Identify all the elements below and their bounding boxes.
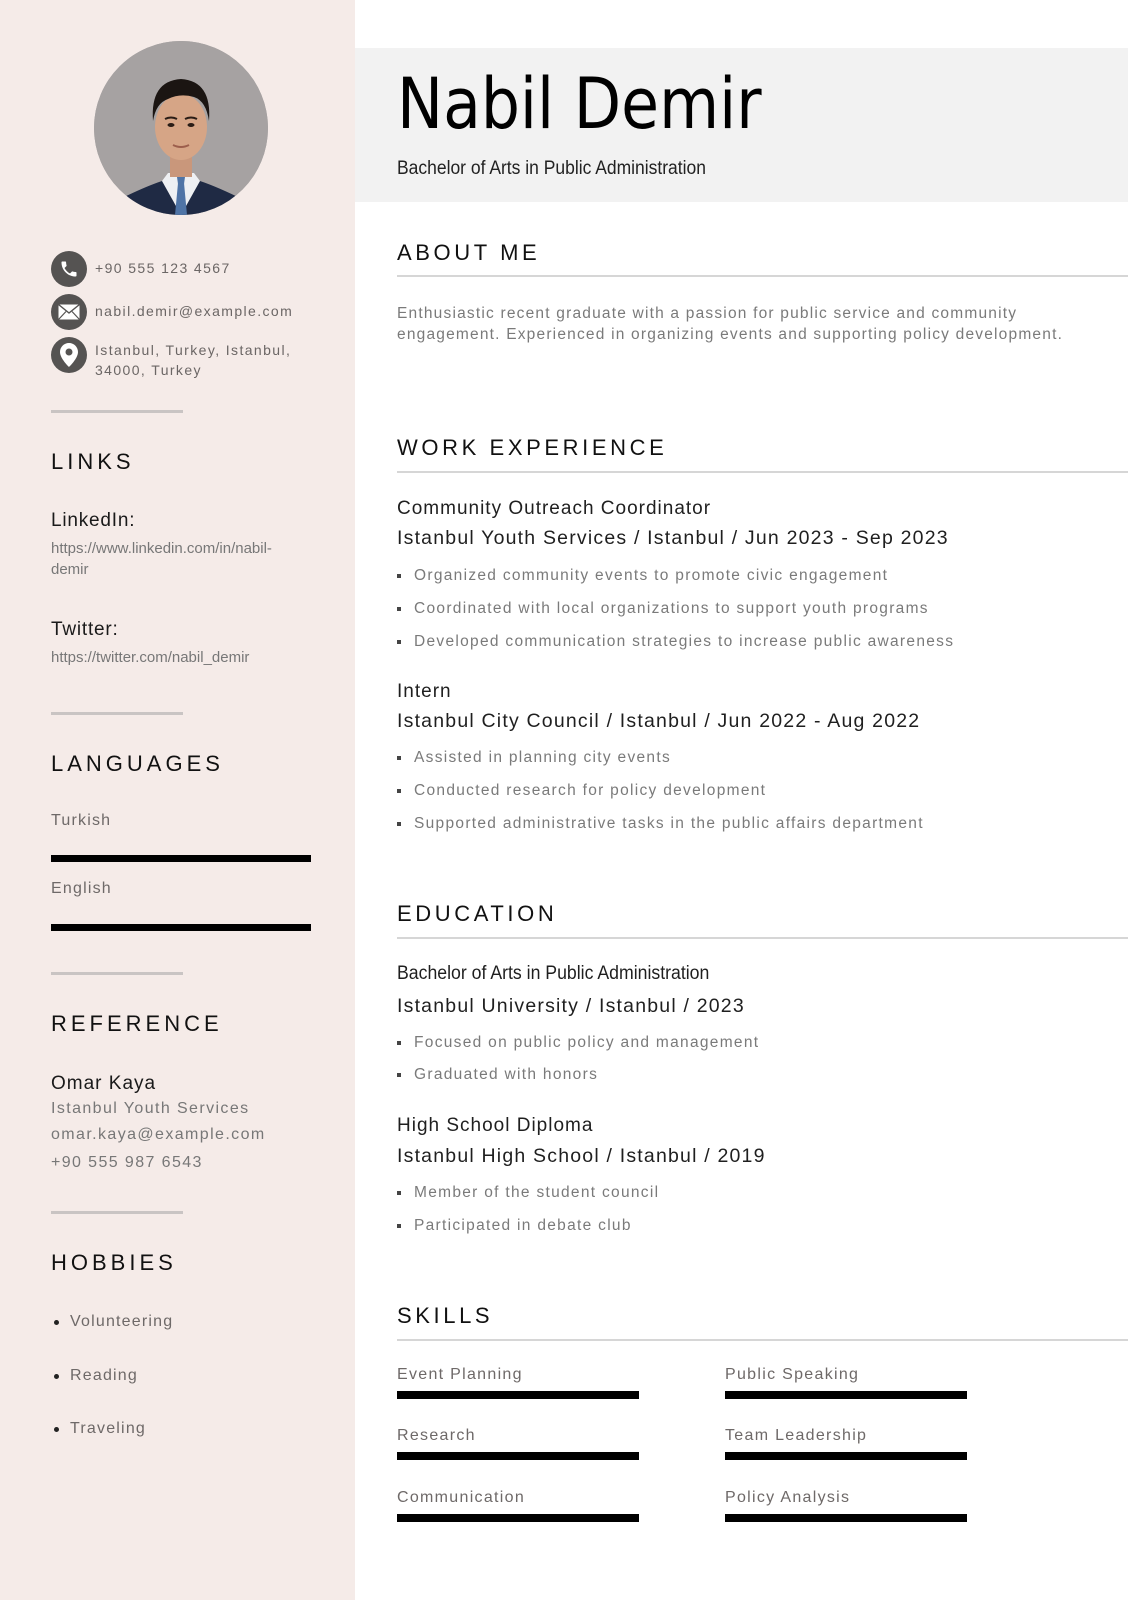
bullet-icon (397, 1191, 401, 1195)
bullet-icon (397, 607, 401, 611)
twitter-label: Twitter: (51, 619, 119, 640)
job-bullet (397, 600, 929, 618)
skill-level-bar (397, 1514, 639, 1522)
hobby-item (51, 1313, 173, 1331)
job-bullet (397, 782, 766, 800)
address-text (95, 337, 291, 380)
sidebar (0, 0, 355, 1600)
hobby-label: Traveling (70, 1420, 147, 1437)
language-level-bar (51, 924, 311, 931)
links-heading: LINKS (51, 449, 135, 474)
divider (51, 712, 183, 715)
section-divider (397, 1339, 1128, 1341)
divider (51, 1211, 183, 1214)
bullet-text: Supported administrative tasks in the public affairs department (414, 815, 924, 832)
skill-level-bar (725, 1514, 967, 1522)
work-heading: WORK EXPERIENCE (397, 435, 668, 460)
section-divider (397, 937, 1128, 939)
map-pin-icon (51, 337, 87, 373)
section-divider (397, 275, 1128, 277)
job-bullet (397, 815, 924, 833)
language-name: English (51, 880, 112, 897)
reference-heading: REFERENCE (51, 1011, 223, 1036)
skill-name: Research (397, 1427, 476, 1444)
linkedin-url[interactable] (51, 538, 321, 580)
twitter-url[interactable]: https://twitter.com/nabil_demir (51, 649, 250, 666)
reference-email[interactable]: omar.kaya@example.com (51, 1126, 266, 1143)
bullet-text: Assisted in planning city events (414, 749, 671, 766)
bullet-icon (54, 1374, 59, 1379)
job-title: Community Outreach Coordinator (397, 498, 712, 519)
edu-bullet (397, 1184, 659, 1202)
address-line-1: Istanbul, Turkey, Istanbul, (95, 342, 292, 358)
avatar (94, 41, 268, 215)
profile-photo-icon (94, 41, 268, 215)
linkedin-url-line-2[interactable]: demir (51, 561, 89, 578)
job-bullet (397, 567, 888, 585)
phone-icon (51, 251, 87, 287)
about-heading: ABOUT ME (397, 240, 541, 265)
bullet-text: Coordinated with local organizations to support youth programs (414, 600, 929, 617)
reference-name: Omar Kaya (51, 1073, 157, 1094)
divider (51, 972, 183, 975)
bullet-text: Participated in debate club (414, 1217, 632, 1234)
skill-level-bar (397, 1452, 639, 1460)
bullet-icon (397, 1041, 401, 1045)
bullet-icon (397, 1224, 401, 1228)
hobby-item (51, 1367, 138, 1385)
section-divider (397, 471, 1128, 473)
reference-organization: Istanbul Youth Services (51, 1100, 250, 1117)
linkedin-url-line-1[interactable]: https://www.linkedin.com/in/nabil- (51, 540, 272, 557)
address-line-2: 34000, Turkey (95, 362, 202, 378)
bullet-icon (397, 756, 401, 760)
job-title: Intern (397, 681, 452, 702)
hobby-item (51, 1420, 146, 1438)
skill-level-bar (397, 1391, 639, 1399)
bullet-text: Graduated with honors (414, 1066, 599, 1083)
languages-heading: LANGUAGES (51, 751, 224, 776)
phone-text: +90 555 123 4567 (95, 260, 231, 276)
skill-name: Policy Analysis (725, 1489, 851, 1506)
bullet-icon (54, 1427, 59, 1432)
language-name: Turkish (51, 812, 112, 829)
email-text: nabil.demir@example.com (95, 303, 294, 319)
contact-phone[interactable] (51, 251, 311, 287)
skills-heading: SKILLS (397, 1303, 494, 1328)
about-text: Enthusiastic recent graduate with a passion for public service and community engagement. Experienced in organizing events and supporting policy development. (397, 305, 1064, 343)
skill-level-bar (725, 1452, 967, 1460)
edu-bullet (397, 1066, 598, 1084)
skill-name: Event Planning (397, 1366, 523, 1383)
edu-bullet (397, 1034, 759, 1052)
bullet-icon (397, 1073, 401, 1077)
degree-title: High School Diploma (397, 1115, 594, 1136)
bullet-text: Organized community events to promote civic engagement (414, 567, 889, 584)
bullet-icon (397, 574, 401, 578)
bullet-icon (397, 640, 401, 644)
hobby-label: Reading (70, 1367, 139, 1384)
language-level-bar (51, 855, 311, 862)
skill-name: Public Speaking (725, 1366, 860, 1383)
bullet-text: Focused on public policy and management (414, 1034, 760, 1051)
hobby-label: Volunteering (70, 1313, 174, 1330)
job-meta: Istanbul City Council / Istanbul / Jun 2022 - Aug 2022 (397, 710, 921, 732)
bullet-text: Conducted research for policy development (414, 782, 767, 799)
job-meta: Istanbul Youth Services / Istanbul / Jun 2023 - Sep 2023 (397, 527, 949, 549)
envelope-icon (51, 294, 87, 330)
degree-meta: Istanbul High School / Istanbul / 2019 (397, 1145, 766, 1167)
education-heading: EDUCATION (397, 901, 558, 926)
job-bullet (397, 633, 954, 651)
bullet-text: Developed communication strategies to increase public awareness (414, 633, 955, 650)
degree-meta: Istanbul University / Istanbul / 2023 (397, 995, 745, 1017)
reference-phone[interactable]: +90 555 987 6543 (51, 1154, 203, 1171)
divider (51, 410, 183, 413)
edu-bullet (397, 1217, 632, 1235)
job-bullet (397, 749, 671, 767)
linkedin-label: LinkedIn: (51, 510, 136, 531)
candidate-title: Bachelor of Arts in Public Administration (397, 158, 706, 179)
hobbies-heading: HOBBIES (51, 1250, 177, 1275)
skill-name: Communication (397, 1489, 526, 1506)
contact-address (51, 337, 311, 380)
skill-level-bar (725, 1391, 967, 1399)
skill-name: Team Leadership (725, 1427, 868, 1444)
bullet-text: Member of the student council (414, 1184, 660, 1201)
degree-title: Bachelor of Arts in Public Administration (397, 963, 710, 984)
bullet-icon (397, 822, 401, 826)
contact-email[interactable] (51, 294, 311, 330)
bullet-icon (397, 789, 401, 793)
bullet-icon (54, 1320, 59, 1325)
candidate-name: Nabil Demir (397, 63, 762, 145)
